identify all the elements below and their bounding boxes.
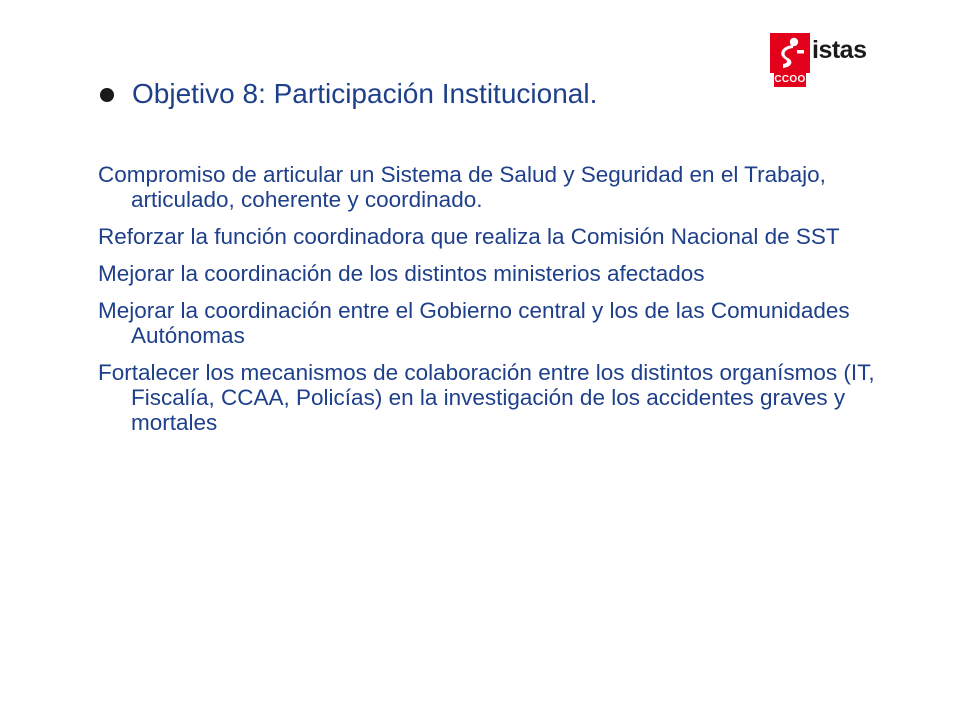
list-item: Mejorar la coordinación entre el Gobierno central y los de las Comunidades Autónomas xyxy=(98,298,850,348)
list-item: Reforzar la función coordinadora que realiza la Comisión Nacional de SST xyxy=(98,224,840,249)
list-item: Fortalecer los mecanismos de colaboración entre los distintos organísmos (IT, Fiscalía, CCAA, Policías) en la investigación de los accidentes graves y mortales xyxy=(98,360,875,435)
list-item: Compromiso de articular un Sistema de Salud y Seguridad en el Trabajo, articulado, coherente y coordinado. xyxy=(98,162,826,212)
bullet-icon xyxy=(100,88,114,102)
istas-ccoo-logo xyxy=(770,33,882,91)
objective-list xyxy=(98,162,888,447)
logo-wordmark: istas xyxy=(812,36,867,64)
istas-symbol-icon xyxy=(770,33,810,73)
slide-title xyxy=(100,74,597,114)
title-text: Objetivo 8: Participación Institucional. xyxy=(132,78,598,109)
list-item: Mejorar la coordinación de los distintos ministerios afectados xyxy=(98,261,705,286)
logo-ccoo-badge: CCOO xyxy=(774,74,806,85)
